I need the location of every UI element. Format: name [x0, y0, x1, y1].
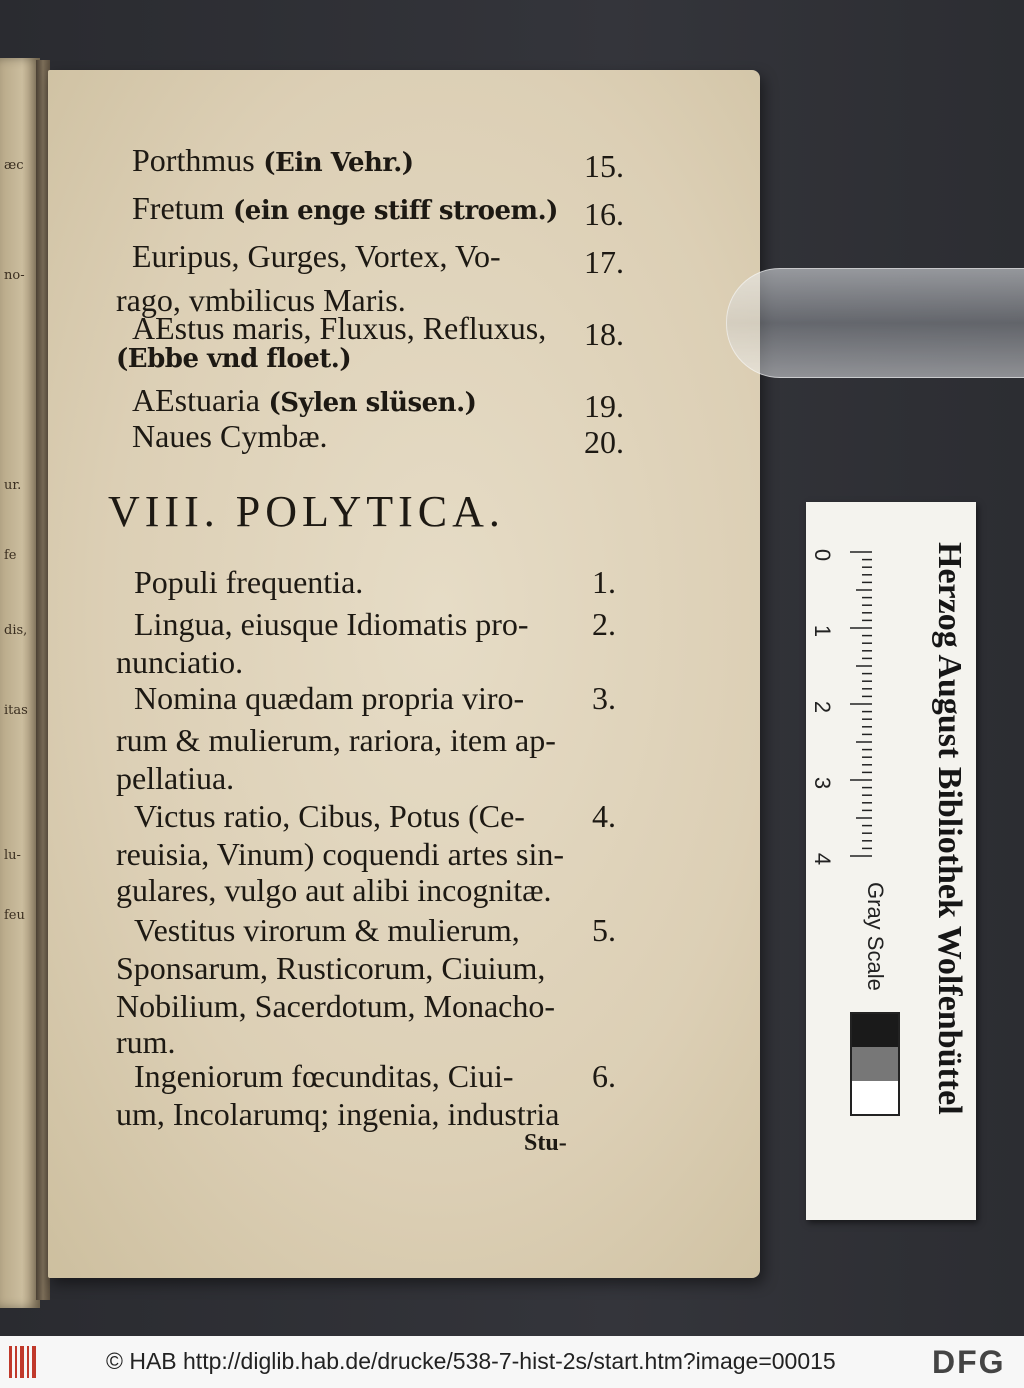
gray-patch	[852, 1081, 898, 1114]
catchword: Stu-	[524, 1130, 567, 1156]
page-clip	[726, 268, 1024, 378]
entry-number: 19.	[584, 388, 624, 424]
entry-line	[132, 188, 558, 231]
entry-text: Euripus, Gurges, Vortex, Vo-	[132, 238, 501, 274]
entry-line	[132, 416, 328, 456]
ruler-label: 2	[810, 700, 836, 714]
entry-line: rum.	[116, 1024, 176, 1060]
entry-number: 5.	[592, 912, 616, 948]
entry-number: 16.	[584, 196, 624, 232]
left-page-fragment: dis,	[4, 623, 28, 638]
ruler-label: 1	[810, 624, 836, 638]
entry-line: pellatiua.	[116, 760, 235, 796]
dfg-logo: DFG	[932, 1344, 1006, 1380]
left-page-fragment: feu	[4, 908, 25, 923]
entry-number: 20.	[584, 424, 624, 460]
entry-text: Porthmus	[132, 142, 255, 178]
entry-german-gloss: (Sylen slüsen.)	[259, 388, 477, 418]
entry-line: Victus ratio, Cibus, Potus (Ce-	[134, 798, 525, 834]
entry-line: reuisia, Vinum) coquendi artes sin-	[116, 836, 565, 872]
ruler-label: 3	[810, 776, 836, 790]
entry-line: Nomina quædam propria viro-	[134, 680, 525, 716]
section-heading: VIII. POLYTICA.	[108, 487, 505, 536]
gray-scale-label: Gray Scale	[863, 882, 888, 991]
entry-text: AEstuaria	[132, 382, 260, 418]
entry-number: 18.	[584, 316, 624, 352]
copyright-url: © HAB http://diglib.hab.de/drucke/538-7-hist-2s/start.htm?image=00015	[106, 1348, 836, 1374]
entry-line: um, Incolarumq; ingenia, industria	[116, 1096, 560, 1132]
ruler-label: 0	[810, 548, 836, 562]
footer-bar	[0, 1336, 1024, 1388]
left-page-fragment: no-	[4, 268, 25, 283]
entry-line: nunciatio.	[116, 644, 244, 680]
left-page-fragment: ur.	[4, 478, 22, 493]
entry-line: Ingeniorum fœcunditas, Ciui-	[134, 1058, 514, 1094]
entry-line: Nobilium, Sacerdotum, Monacho-	[116, 988, 556, 1024]
entry-german-gloss: (Ebbe vnd floet.)	[116, 344, 352, 374]
entry-german-gloss: (ein enge stiff stroem.)	[224, 196, 558, 226]
entry-line: gulares, vulgo aut alibi incognitæ.	[116, 872, 552, 908]
barcode-icon	[8, 1344, 38, 1380]
entry-text: Naues Cymbæ.	[132, 418, 328, 454]
entry-line: Vestitus virorum & mulierum,	[134, 912, 520, 948]
entry-number: 4.	[592, 798, 616, 834]
library-name: Herzog August Bibliothek Wolfenbüttel	[931, 542, 968, 1115]
entry-text: rago, vmbilicus Maris.	[116, 282, 406, 318]
ruler-label: 4	[810, 852, 836, 866]
left-page-fragment: itas	[4, 703, 28, 718]
left-page-fragment: æc	[4, 158, 24, 173]
entry-number: 15.	[584, 148, 624, 184]
left-page-fragment: lu-	[4, 848, 21, 863]
entry-line	[132, 236, 501, 276]
entry-line	[116, 336, 351, 379]
entry-number: 1.	[592, 564, 616, 600]
entry-number: 3.	[592, 680, 616, 716]
entry-number: 2.	[592, 606, 616, 642]
entry-line: rum & mulierum, rariora, item ap-	[116, 722, 556, 758]
gray-patches	[850, 1012, 900, 1116]
entry-text: Fretum	[132, 190, 225, 226]
left-page-edge	[0, 58, 40, 1308]
left-page-fragment: fe	[4, 548, 17, 563]
gray-patch	[852, 1047, 898, 1080]
entry-german-gloss: (Ein Vehr.)	[254, 148, 414, 178]
entry-line: Sponsarum, Rusticorum, Ciuium,	[116, 950, 546, 986]
color-scale-card	[806, 502, 976, 1220]
entry-line: Lingua, eiusque Idiomatis pro-	[134, 606, 529, 642]
entry-text: AEstus maris, Fluxus, Refluxus,	[132, 310, 547, 346]
gray-patch	[852, 1014, 898, 1047]
entry-line	[132, 140, 414, 183]
entry-number: 17.	[584, 244, 624, 280]
entry-line: Populi frequentia.	[134, 564, 364, 600]
entry-number: 6.	[592, 1058, 616, 1094]
